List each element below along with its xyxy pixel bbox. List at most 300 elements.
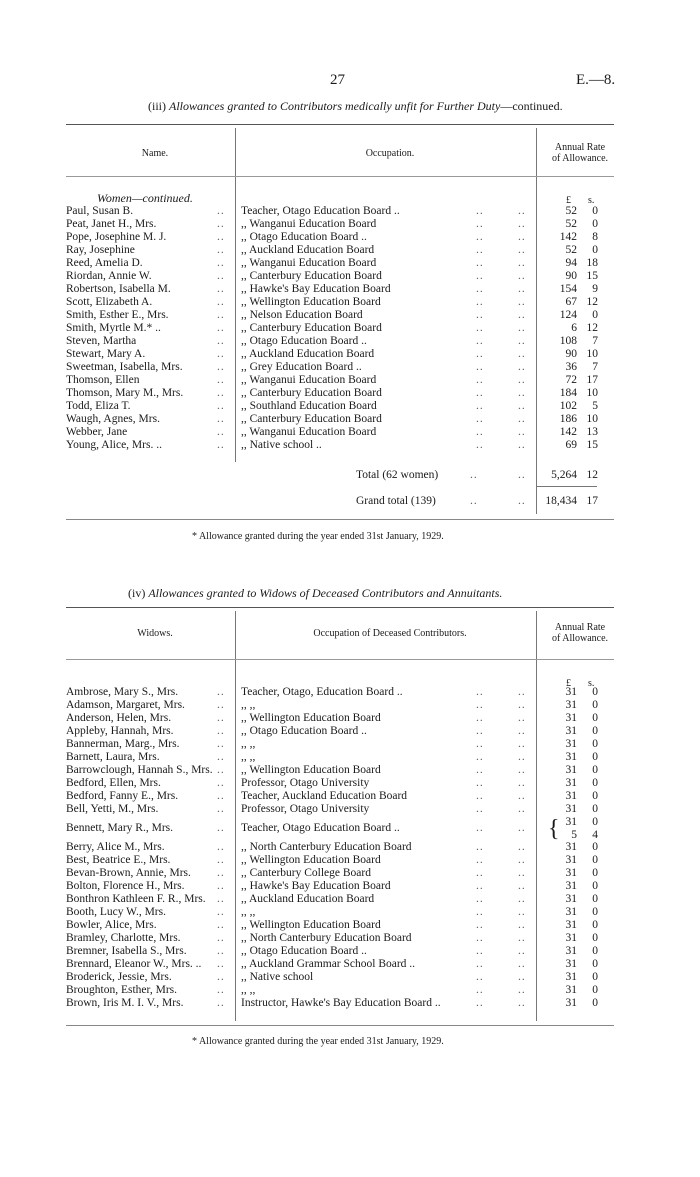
- row-shillings: 0: [592, 244, 598, 256]
- leader-dots: ..: [476, 893, 484, 905]
- row-name: Ray, Josephine: [66, 244, 135, 256]
- table-row: [0, 257, 700, 270]
- table-row: [0, 919, 700, 932]
- row-name: Webber, Jane: [66, 426, 128, 438]
- leader-dots: ..: [476, 686, 484, 698]
- row-name: Bevan-Brown, Annie, Mrs.: [66, 867, 191, 879]
- leader-dots: ..: [518, 296, 526, 308]
- row-pounds: 186: [559, 413, 577, 425]
- leader-dots: ..: [217, 231, 225, 243]
- leader-dots: ..: [518, 880, 526, 892]
- row-name: Bell, Yetti, M., Mrs.: [66, 803, 159, 815]
- column-header-occupation: Occupation.: [365, 148, 415, 159]
- row-shillings: 0: [592, 712, 598, 724]
- row-name: Young, Alice, Mrs. ..: [66, 439, 162, 451]
- row-name: Scott, Elizabeth A.: [66, 296, 153, 308]
- row-shillings: 0: [592, 997, 598, 1009]
- row-shillings: 7: [592, 361, 598, 373]
- row-name: Waugh, Agnes, Mrs.: [66, 413, 160, 425]
- leader-dots: ..: [217, 257, 225, 269]
- leader-dots: ..: [476, 426, 484, 438]
- leader-dots: ..: [518, 906, 526, 918]
- row-name: Appleby, Hannah, Mrs.: [66, 725, 174, 737]
- row-pounds: 31: [565, 738, 577, 750]
- table-row: [0, 803, 700, 816]
- row-occupation: ,, North Canterbury Education Board: [241, 932, 412, 944]
- row-occupation: ,, Auckland Education Board: [241, 348, 375, 360]
- leader-dots: ..: [476, 335, 484, 347]
- row-shillings: 15: [586, 439, 598, 451]
- row-name: Peat, Janet H., Mrs.: [66, 218, 157, 230]
- row-shillings: 12: [586, 296, 598, 308]
- row-name: Todd, Eliza T.: [66, 400, 131, 412]
- table-row: [0, 231, 700, 244]
- leader-dots: ..: [518, 270, 526, 282]
- row-occupation: ,, Wellington Education Board: [241, 764, 381, 776]
- rule: [66, 659, 614, 660]
- leader-dots: ..: [518, 361, 526, 373]
- leader-dots: ..: [518, 822, 526, 834]
- row-shillings: 12: [586, 322, 598, 334]
- row-pounds: 52: [565, 205, 577, 217]
- row-occupation: ,, Otago Education Board ..: [241, 725, 367, 737]
- row-shillings: 0: [592, 880, 598, 892]
- leader-dots: ..: [476, 984, 484, 996]
- leader-dots: ..: [217, 822, 225, 834]
- row-name: Barnett, Laura, Mrs.: [66, 751, 160, 763]
- leader-dots: ..: [476, 257, 484, 269]
- leader-dots: ..: [476, 374, 484, 386]
- leader-dots: ..: [476, 348, 484, 360]
- row-pounds: 31: [565, 777, 577, 789]
- row-occupation: ,, Native school ..: [241, 439, 322, 451]
- row-occupation: ,, Wanganui Education Board: [241, 218, 377, 230]
- row-shillings: 0: [592, 764, 598, 776]
- row-pounds: 72: [565, 374, 577, 386]
- leader-dots: ..: [217, 439, 225, 451]
- table-row: [0, 932, 700, 945]
- leader-dots: ..: [518, 854, 526, 866]
- row-shillings: 0: [592, 790, 598, 802]
- row-occupation: ,, Nelson Education Board: [241, 309, 363, 321]
- leader-dots: ..: [217, 841, 225, 853]
- rule: [66, 176, 614, 177]
- row-pounds: 67: [565, 296, 577, 308]
- row-name: Smith, Esther E., Mrs.: [66, 309, 169, 321]
- row-occupation: ,, Otago Education Board ..: [241, 231, 367, 243]
- leader-dots: ..: [217, 205, 225, 217]
- section-iii-title: (iii) Allowances granted to Contributors medically unfit for Further Duty—continued.: [148, 99, 563, 113]
- row-occupation: ,, Wellington Education Board: [241, 854, 381, 866]
- leader-dots: ..: [217, 984, 225, 996]
- row-shillings: 0: [592, 867, 598, 879]
- table-row: [0, 971, 700, 984]
- table-row: [0, 945, 700, 958]
- leader-dots: ..: [476, 205, 484, 217]
- leader-dots: ..: [217, 218, 225, 230]
- leader-dots: ..: [476, 867, 484, 879]
- leader-dots: ..: [217, 387, 225, 399]
- row-shillings: 8: [592, 231, 598, 243]
- row-pounds: 31: [565, 906, 577, 918]
- row-name: Bedford, Fanny E., Mrs.: [66, 790, 179, 802]
- leader-dots: ..: [518, 945, 526, 957]
- rule: [66, 1025, 614, 1026]
- leader-dots: ..: [476, 945, 484, 957]
- leader-dots: ..: [217, 686, 225, 698]
- row-pounds: 31: [565, 764, 577, 776]
- table-row: [0, 413, 700, 426]
- row-name: Booth, Lucy W., Mrs.: [66, 906, 166, 918]
- leader-dots: ..: [518, 699, 526, 711]
- row-pounds: 31: [565, 699, 577, 711]
- row-pounds: 31: [565, 751, 577, 763]
- row-shillings: 0: [592, 309, 598, 321]
- leader-dots: ..: [476, 880, 484, 892]
- leader-dots: ..: [518, 738, 526, 750]
- leader-dots: ..: [476, 413, 484, 425]
- leader-dots: ..: [476, 699, 484, 711]
- row-shillings: 0: [592, 699, 598, 711]
- leader-dots: ..: [476, 361, 484, 373]
- leader-dots: ..: [217, 400, 225, 412]
- leader-dots: ..: [518, 893, 526, 905]
- row-name: Bowler, Alice, Mrs.: [66, 919, 157, 931]
- table-row: [0, 997, 700, 1010]
- leader-dots: ..: [217, 854, 225, 866]
- table-row: [0, 374, 700, 387]
- row-pounds: 90: [565, 270, 577, 282]
- page-number: 27: [330, 72, 345, 88]
- leader-dots: ..: [518, 374, 526, 386]
- leader-dots: ..: [217, 790, 225, 802]
- rule: [66, 124, 614, 125]
- row-shillings: 0: [592, 919, 598, 931]
- row-occupation: ,, Hawke's Bay Education Board: [241, 880, 391, 892]
- row-pounds: 124: [559, 309, 577, 321]
- row-pounds: 31: [565, 984, 577, 996]
- row-shillings: 0: [592, 686, 598, 698]
- column-header-rate: Annual Rate of Allowance.: [551, 142, 609, 164]
- table-row: [0, 984, 700, 997]
- row-occupation: ,, Auckland Grammar School Board ..: [241, 958, 416, 970]
- row-pounds: 52: [565, 218, 577, 230]
- row-occupation: ,, Wellington Education Board: [241, 712, 381, 724]
- leader-dots: ..: [518, 841, 526, 853]
- table-row: [0, 361, 700, 374]
- row-occupation: ,, Canterbury College Board: [241, 867, 371, 879]
- leader-dots: ..: [476, 919, 484, 931]
- table-row: [0, 322, 700, 335]
- leader-dots: ..: [217, 932, 225, 944]
- row-name: Steven, Martha: [66, 335, 137, 347]
- table-row: [0, 218, 700, 231]
- row-occupation: ,, Wanganui Education Board: [241, 426, 377, 438]
- leader-dots: ..: [476, 244, 484, 256]
- leader-dots: ..: [476, 803, 484, 815]
- leader-dots: ..: [217, 764, 225, 776]
- leader-dots: ..: [476, 854, 484, 866]
- row-pounds-second: 5: [571, 829, 577, 841]
- leader-dots: ..: [217, 361, 225, 373]
- row-name: Broderick, Jessie, Mrs.: [66, 971, 172, 983]
- row-occupation: Professor, Otago University: [241, 777, 370, 789]
- leader-dots: ..: [518, 958, 526, 970]
- table-row: [0, 699, 700, 712]
- table-row: [0, 426, 700, 439]
- row-name: Paul, Susan B.: [66, 205, 134, 217]
- table-row: [0, 270, 700, 283]
- row-shillings: 10: [586, 387, 598, 399]
- row-pounds: 31: [565, 945, 577, 957]
- row-name: Bramley, Charlotte, Mrs.: [66, 932, 181, 944]
- row-occupation: ,, Otago Education Board ..: [241, 335, 367, 347]
- grand-total-row: Grand total (139) .. .. 18,434 17: [356, 495, 598, 507]
- leader-dots: ..: [217, 296, 225, 308]
- row-occupation: Teacher, Otago Education Board ..: [241, 822, 400, 834]
- leader-dots: ..: [217, 906, 225, 918]
- leader-dots: ..: [217, 777, 225, 789]
- row-occupation: ,, Wellington Education Board: [241, 919, 381, 931]
- row-shillings: 0: [592, 751, 598, 763]
- leader-dots: ..: [476, 777, 484, 789]
- leader-dots: ..: [518, 997, 526, 1009]
- row-pounds: 184: [559, 387, 577, 399]
- row-shillings: 18: [586, 257, 598, 269]
- row-pounds: 31: [565, 725, 577, 737]
- row-pounds: 31: [565, 686, 577, 698]
- row-name: Brennard, Eleanor W., Mrs. ..: [66, 958, 202, 970]
- row-occupation: ,, ,,: [241, 751, 256, 763]
- table-row: [0, 906, 700, 919]
- row-pounds: 31: [565, 803, 577, 815]
- leader-dots: ..: [518, 348, 526, 360]
- row-name: Thomson, Mary M., Mrs.: [66, 387, 184, 399]
- leader-dots: ..: [476, 906, 484, 918]
- leader-dots: ..: [518, 335, 526, 347]
- leader-dots: ..: [518, 387, 526, 399]
- leader-dots: ..: [476, 932, 484, 944]
- leader-dots: ..: [476, 790, 484, 802]
- pound-unit: £: [566, 195, 571, 206]
- leader-dots: ..: [518, 400, 526, 412]
- row-name: Bonthron Kathleen F. R., Mrs.: [66, 893, 206, 905]
- row-pounds: 31: [565, 790, 577, 802]
- row-shillings: 9: [592, 283, 598, 295]
- leader-dots: ..: [217, 738, 225, 750]
- row-pounds: 90: [565, 348, 577, 360]
- table-row: [0, 296, 700, 309]
- row-name: Riordan, Annie W.: [66, 270, 152, 282]
- row-occupation: ,, Wellington Education Board: [241, 296, 381, 308]
- row-occupation: ,, Southland Education Board: [241, 400, 377, 412]
- leader-dots: ..: [217, 322, 225, 334]
- row-pounds: 31: [565, 712, 577, 724]
- leader-dots: ..: [518, 218, 526, 230]
- table-row: [0, 283, 700, 296]
- leader-dots: ..: [518, 777, 526, 789]
- row-shillings: 0: [592, 893, 598, 905]
- table-row: [0, 880, 700, 893]
- leader-dots: ..: [217, 348, 225, 360]
- leader-dots: ..: [476, 712, 484, 724]
- table-row: [0, 841, 700, 854]
- table-row: [0, 790, 700, 803]
- leader-dots: ..: [518, 322, 526, 334]
- leader-dots: ..: [518, 725, 526, 737]
- row-name: Adamson, Margaret, Mrs.: [66, 699, 185, 711]
- row-pounds: 102: [559, 400, 577, 412]
- leader-dots: ..: [476, 218, 484, 230]
- row-shillings: 10: [586, 413, 598, 425]
- row-occupation: ,, North Canterbury Education Board: [241, 841, 412, 853]
- section-iv-title: (iv) Allowances granted to Widows of Deceased Contributors and Annuitants.: [128, 586, 503, 600]
- row-occupation: Teacher, Auckland Education Board: [241, 790, 408, 802]
- leader-dots: ..: [476, 309, 484, 321]
- page-reference: E.—8.: [576, 72, 616, 88]
- table-row: [0, 816, 700, 842]
- row-occupation: ,, Canterbury Education Board: [241, 322, 382, 334]
- row-name: Best, Beatrice E., Mrs.: [66, 854, 171, 866]
- row-shillings-second: 4: [592, 829, 598, 841]
- table-row: [0, 777, 700, 790]
- row-pounds: 94: [565, 257, 577, 269]
- table-row: [0, 205, 700, 218]
- table-row: [0, 712, 700, 725]
- row-occupation: ,, Canterbury Education Board: [241, 413, 382, 425]
- leader-dots: ..: [476, 958, 484, 970]
- footnote: * Allowance granted during the year ended 31st January, 1929.: [192, 531, 444, 542]
- leader-dots: ..: [476, 822, 484, 834]
- row-name: Ambrose, Mary S., Mrs.: [66, 686, 179, 698]
- rule: [66, 519, 614, 520]
- row-occupation: ,, Grey Education Board ..: [241, 361, 362, 373]
- row-occupation: ,, Wanganui Education Board: [241, 257, 377, 269]
- row-name: Barrowclough, Hannah S., Mrs.: [66, 764, 213, 776]
- row-name: Pope, Josephine M. J.: [66, 231, 167, 243]
- leader-dots: ..: [518, 764, 526, 776]
- leader-dots: ..: [518, 712, 526, 724]
- row-name: Thomson, Ellen: [66, 374, 140, 386]
- leader-dots: ..: [518, 932, 526, 944]
- row-shillings: 7: [592, 335, 598, 347]
- leader-dots: ..: [217, 971, 225, 983]
- row-occupation: Teacher, Otago Education Board ..: [241, 205, 400, 217]
- table-row: [0, 854, 700, 867]
- row-shillings: 0: [592, 906, 598, 918]
- leader-dots: ..: [217, 413, 225, 425]
- row-name: Bennett, Mary R., Mrs.: [66, 822, 174, 834]
- table-row: [0, 751, 700, 764]
- footnote: * Allowance granted during the year ended 31st January, 1929.: [192, 1036, 444, 1047]
- row-pounds: 31: [565, 816, 577, 828]
- row-name: Robertson, Isabella M.: [66, 283, 171, 295]
- row-shillings: 0: [592, 725, 598, 737]
- table-row: [0, 439, 700, 452]
- table-row: [0, 387, 700, 400]
- leader-dots: ..: [217, 958, 225, 970]
- row-shillings: 17: [586, 374, 598, 386]
- row-name: Smith, Myrtle M.* ..: [66, 322, 161, 334]
- leader-dots: ..: [217, 335, 225, 347]
- table-row: [0, 893, 700, 906]
- leader-dots: ..: [476, 841, 484, 853]
- row-pounds: 31: [565, 880, 577, 892]
- table-row: [0, 867, 700, 880]
- leader-dots: ..: [217, 997, 225, 1009]
- row-name: Broughton, Esther, Mrs.: [66, 984, 178, 996]
- column-header-widows: Widows.: [137, 628, 173, 639]
- row-shillings: 15: [586, 270, 598, 282]
- leader-dots: ..: [217, 712, 225, 724]
- leader-dots: ..: [217, 426, 225, 438]
- row-pounds: 31: [565, 971, 577, 983]
- shilling-unit: s.: [588, 678, 595, 689]
- row-occupation: Professor, Otago University: [241, 803, 370, 815]
- leader-dots: ..: [518, 790, 526, 802]
- row-shillings: 0: [592, 816, 598, 828]
- leader-dots: ..: [518, 686, 526, 698]
- row-occupation: ,, Canterbury Education Board: [241, 387, 382, 399]
- leader-dots: ..: [476, 400, 484, 412]
- leader-dots: ..: [518, 283, 526, 295]
- leader-dots: ..: [476, 296, 484, 308]
- leader-dots: ..: [217, 270, 225, 282]
- row-pounds: 31: [565, 854, 577, 866]
- table-row: [0, 400, 700, 413]
- leader-dots: ..: [476, 231, 484, 243]
- table-row: [0, 335, 700, 348]
- row-pounds: 31: [565, 919, 577, 931]
- leader-dots: ..: [518, 231, 526, 243]
- table-row: [0, 686, 700, 699]
- row-pounds: 142: [559, 231, 577, 243]
- row-pounds: 31: [565, 997, 577, 1009]
- leader-dots: ..: [217, 374, 225, 386]
- leader-dots: ..: [518, 984, 526, 996]
- row-name: Berry, Alice M., Mrs.: [66, 841, 165, 853]
- row-occupation: ,, ,,: [241, 699, 256, 711]
- total-row: Total (62 women) .. .. 5,264 12: [356, 469, 598, 481]
- row-name: Sweetman, Isabella, Mrs.: [66, 361, 183, 373]
- row-pounds: 142: [559, 426, 577, 438]
- row-occupation: ,, Hawke's Bay Education Board: [241, 283, 391, 295]
- row-pounds: 31: [565, 932, 577, 944]
- leader-dots: ..: [476, 764, 484, 776]
- leader-dots: ..: [518, 751, 526, 763]
- leader-dots: ..: [476, 997, 484, 1009]
- row-shillings: 0: [592, 854, 598, 866]
- leader-dots: ..: [217, 945, 225, 957]
- column-header-name: Name.: [141, 148, 169, 159]
- leader-dots: ..: [518, 413, 526, 425]
- leader-dots: ..: [476, 738, 484, 750]
- row-shillings: 0: [592, 932, 598, 944]
- leader-dots: ..: [518, 803, 526, 815]
- row-pounds: 6: [571, 322, 577, 334]
- row-shillings: 0: [592, 803, 598, 815]
- rule: [66, 607, 614, 608]
- row-shillings: 0: [592, 218, 598, 230]
- leader-dots: ..: [217, 893, 225, 905]
- row-name: Brown, Iris M. I. V., Mrs.: [66, 997, 184, 1009]
- row-occupation: ,, Native school: [241, 971, 314, 983]
- leader-dots: ..: [476, 439, 484, 451]
- row-pounds: 31: [565, 841, 577, 853]
- row-shillings: 0: [592, 984, 598, 996]
- table-row: [0, 764, 700, 777]
- row-name: Bannerman, Marg., Mrs.: [66, 738, 180, 750]
